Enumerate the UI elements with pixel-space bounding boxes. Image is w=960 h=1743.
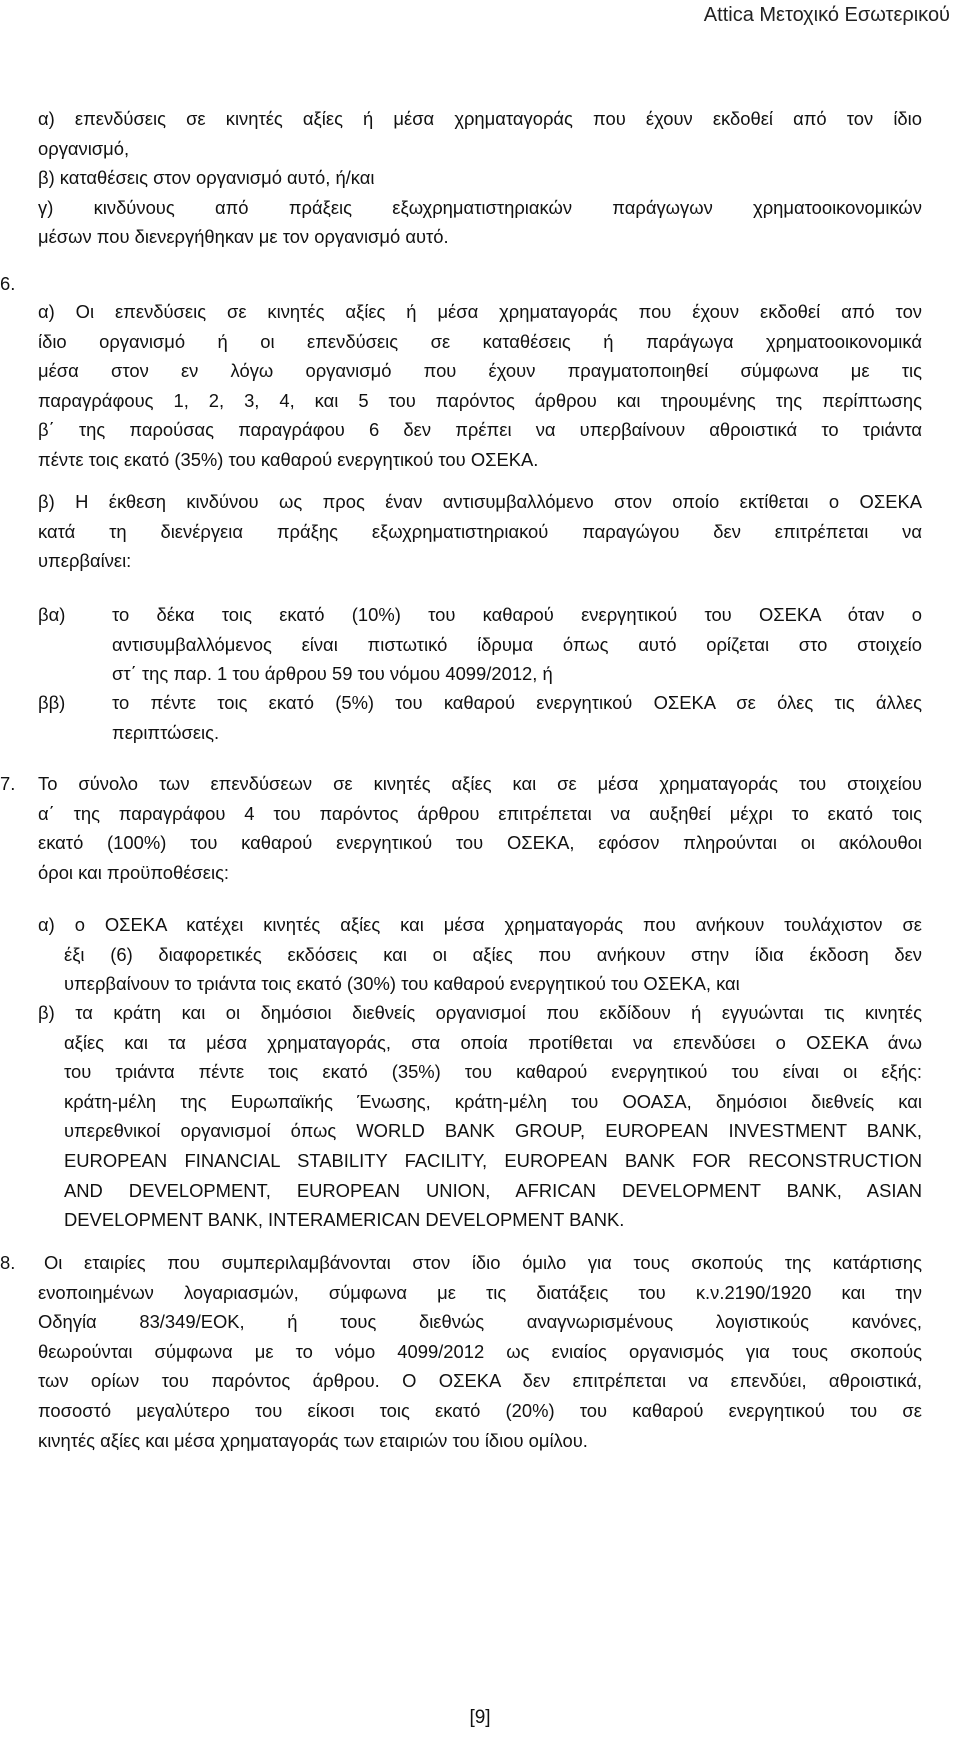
section-7-line: όροι και προϋποθέσεις: bbox=[38, 861, 230, 883]
section-7-body bbox=[38, 769, 922, 887]
section-6-ba-line: το δέκα τοις εκατό (10%) του καθαρού ενεργητικού του ΟΣΕΚΑ όταν ο bbox=[112, 604, 922, 625]
section-8-line: θεωρούνται σύμφωνα με το νόμο 4099/2012 ως ενιαίος οργανισμός για τους σκοπούς bbox=[38, 1340, 922, 1362]
section-8-body bbox=[38, 1248, 922, 1455]
section-7-a-line: υπερβαίνουν το τριάντα τοις εκατό (30%) του καθαρού ενεργητικού του ΟΣΕΚΑ, και bbox=[64, 973, 740, 995]
section-7-b-line: υπερεθνικοί οργανισμοί όπως WORLD BANK GROUP, EUROPEAN INVESTMENT BANK, bbox=[64, 1120, 922, 1142]
section-8-line: Οδηγία 83/349/ΕΟΚ, ή τους διεθνώς αναγνωρισμένους λογιστικούς κανόνες, bbox=[38, 1311, 922, 1333]
section-6-ba-line: στ΄ της παρ. 1 του άρθρου 59 του νόμου 4099/2012, ή bbox=[112, 663, 553, 685]
intro-line: μέσων που διενεργήθηκαν με τον οργανισμό αυτό. bbox=[38, 226, 449, 248]
section-7-b bbox=[38, 998, 922, 1235]
section-7-line: Το σύνολο των επενδύσεων σε κινητές αξίες και σε μέσα χρηματαγοράς του στοιχείου bbox=[38, 773, 922, 794]
section-7-line: α΄ της παραγράφου 4 του παρόντος άρθρου επιτρέπεται να αυξηθεί μέχρι το εκατό τοις bbox=[38, 802, 922, 824]
section-7-b-line: του τριάντα πέντε τοις εκατό (35%) του καθαρού ενεργητικού του είναι οι εξής: bbox=[64, 1061, 922, 1083]
page-number: [9] bbox=[469, 1707, 491, 1728]
section-6-a-line: α) Οι επενδύσεις σε κινητές αξίες ή μέσα χρηματαγοράς που έχουν εκδοθεί από τον bbox=[38, 301, 922, 322]
section-7-a-line: α) ο ΟΣΕΚΑ κατέχει κινητές αξίες και μέσα χρηματαγοράς που ανήκουν τουλάχιστον σε bbox=[38, 914, 922, 935]
section-6-bb-line: το πέντε τοις εκατό (5%) του καθαρού ενεργητικού ΟΣΕΚΑ σε όλες τις άλλες bbox=[112, 692, 922, 713]
section-7-a-line: έξι (6) διαφορετικές εκδόσεις και οι αξίες που ανήκουν στην ίδια έκδοση δεν bbox=[64, 943, 922, 965]
section-7-b-line: DEVELOPMENT BANK, INTERAMERICAN DEVELOPMENT BANK. bbox=[64, 1209, 625, 1231]
section-6-number: 6. bbox=[0, 273, 16, 294]
intro-list bbox=[38, 104, 922, 252]
intro-line: α) επενδύσεις σε κινητές αξίες ή μέσα χρηματαγοράς που έχουν εκδοθεί από τον ίδιο bbox=[38, 108, 922, 129]
section-6-a-line: μέσα στον εν λόγω οργανισμό που έχουν πραγματοποιηθεί σύμφωνα με τις bbox=[38, 360, 922, 382]
section-7-number: 7. bbox=[0, 773, 16, 794]
section-7-b-line: AND DEVELOPMENT, EUROPEAN UNION, AFRICAN DEVELOPMENT BANK, ASIAN bbox=[64, 1179, 922, 1201]
section-8-line: των ορίων του παρόντος άρθρου. Ο ΟΣΕΚΑ δεν επιτρέπεται να επενδύει, αθροιστικά, bbox=[38, 1370, 922, 1392]
section-7-b-line: β) τα κράτη και οι δημόσιοι διεθνείς οργανισμοί που εκδίδουν ή εγγυώνται τις κινητές bbox=[38, 1002, 922, 1023]
section-6-b-line: κατά τη διενέργεια πράξης εξωχρηματιστηριακού παραγώγου δεν επιτρέπεται να bbox=[38, 520, 922, 542]
section-6-a-line: παραγράφους 1, 2, 3, 4, και 5 του παρόντος άρθρου και τηρουμένης της περίπτωσης bbox=[38, 389, 922, 411]
section-6-b-line: υπερβαίνει: bbox=[38, 550, 132, 572]
section-8-line: ενοποιημένων λογαριασμών, σύμφωνα με τις διατάξεις του κ.ν.2190/1920 και την bbox=[38, 1281, 922, 1303]
section-6-ba bbox=[112, 600, 922, 689]
document-header-title: Attica Μετοχικό Εσωτερικού bbox=[703, 4, 950, 26]
section-6-a bbox=[38, 297, 922, 475]
section-7-line: εκατό (100%) του καθαρού ενεργητικού του ΟΣΕΚΑ, εφόσον πληρούνται οι ακόλουθοι bbox=[38, 832, 922, 854]
section-8-line: κινητές αξίες και μέσα χρηματαγοράς των εταιριών του ίδιου ομίλου. bbox=[38, 1429, 588, 1451]
section-7-b-line: αξίες και τα μέσα χρηματαγοράς, στα οποία προτίθεται να επενδύσει ο ΟΣΕΚΑ άνω bbox=[64, 1031, 922, 1053]
section-6-b bbox=[38, 487, 922, 576]
section-6-ba-label: βα) bbox=[38, 604, 66, 625]
section-6-bb-line: περιπτώσεις. bbox=[112, 721, 220, 743]
section-8-line: ποσοστό μεγαλύτερο του είκοσι τοις εκατό (20%) του καθαρού ενεργητικού του σε bbox=[38, 1399, 922, 1421]
section-7-a bbox=[38, 910, 922, 999]
intro-line: β) καταθέσεις στον οργανισμό αυτό, ή/και bbox=[38, 167, 375, 189]
section-7-b-line: EUROPEAN FINANCIAL STABILITY FACILITY, EUROPEAN BANK FOR RECONSTRUCTION bbox=[64, 1149, 922, 1171]
section-8-number: 8. bbox=[0, 1252, 16, 1273]
section-6-ba-line: αντισυμβαλλόμενος είναι πιστωτικό ίδρυμα όπως αυτό ορίζεται στο στοιχείο bbox=[112, 633, 922, 655]
intro-line: οργανισμό, bbox=[38, 137, 130, 159]
section-7-b-line: κράτη-μέλη της Ευρωπαϊκής Ένωσης, κράτη-μέλη του ΟΟΑΣΑ, δημόσιοι διεθνείς και bbox=[64, 1090, 922, 1112]
section-6-bb bbox=[112, 688, 922, 747]
intro-line: γ) κινδύνους από πράξεις εξωχρηματιστηριακών παράγωγων χρηματοοικονομικών bbox=[38, 196, 922, 218]
section-6-b-line: β) Η έκθεση κινδύνου ως προς έναν αντισυμβαλλόμενο στον οποίο εκτίθεται ο ΟΣΕΚΑ bbox=[38, 491, 922, 512]
section-6-a-line: πέντε τοις εκατό (35%) του καθαρού ενεργητικού του ΟΣΕΚΑ. bbox=[38, 448, 539, 470]
section-6-a-line: ίδιο οργανισμό ή οι επενδύσεις σε καταθέσεις ή παράγωγα χρηματοοικονομικά bbox=[38, 330, 922, 352]
section-8-line: Οι εταιρίες που συμπεριλαμβάνονται στον ίδιο όμιλο για τους σκοπούς της κατάρτισης bbox=[44, 1252, 922, 1273]
section-6-bb-label: ββ) bbox=[38, 692, 66, 713]
section-6-a-line: β΄ της παρούσας παραγράφου 6 δεν πρέπει να υπερβαίνουν αθροιστικά το τριάντα bbox=[38, 419, 922, 441]
